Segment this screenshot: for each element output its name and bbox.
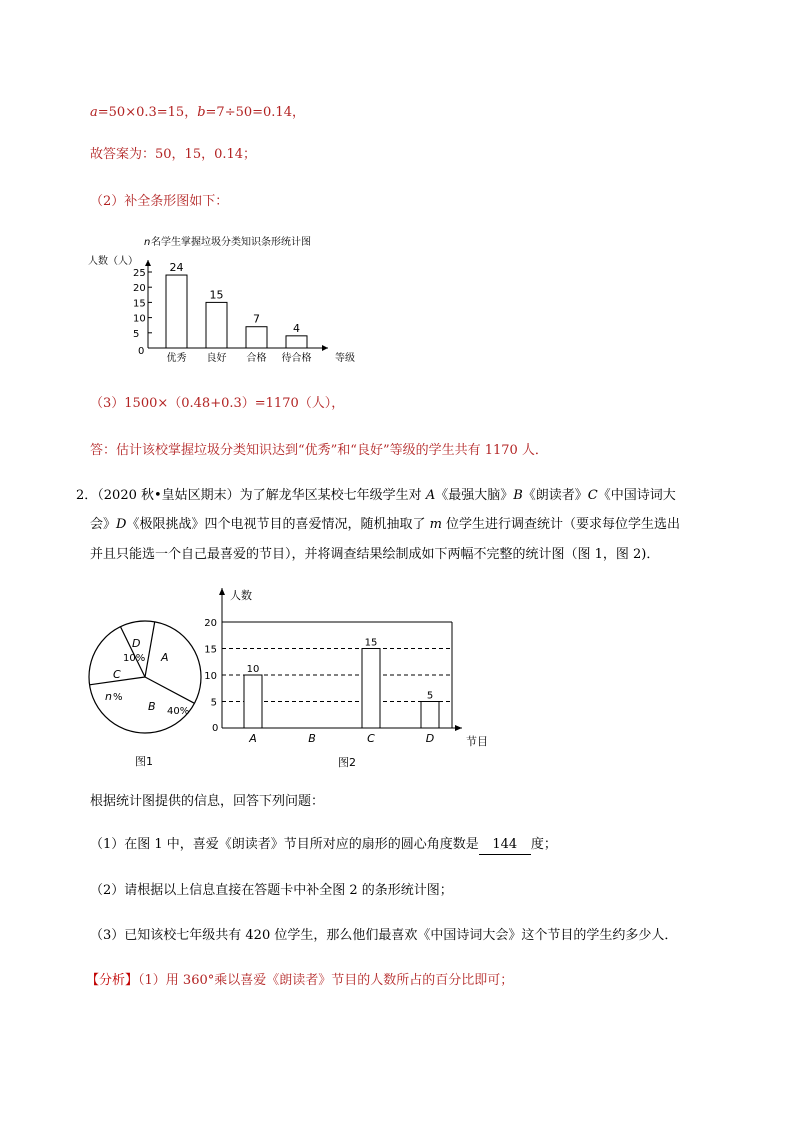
part3-line: （3）1500×（0.48+0.3）=1170（人）， (90, 396, 345, 411)
chart1-xlabel: 等级 (335, 353, 355, 364)
chart1-y-tick-label: 25 (133, 268, 146, 279)
chart2-value-label: 10 (246, 664, 260, 675)
chart1-category-label: 优秀 (166, 353, 187, 364)
chart1-category-label: 良好 (206, 353, 227, 364)
chart2-bar (244, 675, 262, 728)
chart1-bars (166, 261, 312, 364)
pie-pct-c-var: n (105, 690, 112, 703)
chart2-category-label: B (308, 732, 316, 745)
opt-c: C (587, 488, 598, 503)
b-expression: =7÷50=0.14， (205, 105, 305, 120)
pie-pct-d: 10% (123, 653, 146, 664)
chart1-bar (206, 302, 227, 348)
pie-pct-b: 40% (167, 706, 190, 717)
chart2-bars (244, 638, 439, 746)
q2-prompt: 根据统计图提供的信息，回答下列问题： (90, 794, 325, 809)
analysis-tag: 【分析】 (86, 973, 139, 988)
chart2-ylabel: 人数 (230, 589, 252, 602)
chart1-category-label: 待合格 (281, 353, 312, 364)
opt-a: A (425, 488, 436, 503)
var-a: a (90, 105, 98, 120)
chart1-y-arrow (145, 260, 151, 266)
q2-sub1-answer-blank: 144 (479, 836, 531, 855)
chart2-category-label: A (249, 732, 257, 745)
chart2-category-label: C (367, 732, 375, 745)
pie-label-a: A (161, 651, 169, 664)
q2-line2 (90, 516, 680, 534)
chart1-y-tick-label: 10 (133, 313, 146, 325)
part2-line: （2）补全条形图如下： (90, 194, 229, 209)
chart2-caption: 图2 (338, 756, 356, 769)
q2-text: 《朗读者》 (522, 488, 588, 503)
chart2-bar (421, 702, 439, 729)
pie-pct-c-sign: % (113, 692, 123, 703)
opt-d: D (116, 517, 127, 532)
q2-text: 位学生进行调查统计（要求每位学生选出 (441, 517, 681, 532)
pie-label-c: C (113, 668, 121, 681)
chart1-bar (246, 327, 267, 348)
q2-sub1 (90, 836, 557, 855)
a-expression: =50×0.3=15， (97, 105, 198, 120)
chart1-bar-chart (80, 230, 380, 378)
chart1-bar (286, 336, 307, 348)
chart2-bar-chart (200, 580, 500, 770)
chart2-xlabel: 节目 (466, 735, 488, 748)
chart2-value-label: 5 (426, 690, 434, 702)
chart2-y-tick-label: 10 (204, 671, 217, 682)
q2-text: 《最强大脑》 (435, 488, 514, 503)
pie-label-b: B (148, 700, 156, 713)
q2-sub2: （2）请根据以上信息直接在答题卡中补全图 2 的条形统计图； (90, 883, 453, 898)
chart1-value-label: 15 (209, 288, 224, 302)
chart2-y-tick-label: 5 (210, 697, 217, 709)
chart1-bar (166, 275, 187, 348)
chart1-value-label: 24 (169, 261, 184, 275)
chart1-y-tick-label: 20 (133, 283, 146, 295)
analysis-text: （1）用 360°乘以喜爱《朗读者》节目的人数所占的百分比即可； (138, 973, 514, 988)
chart1-y-tick-label: 5 (133, 328, 140, 340)
chart1-ylabel: 人数（人） (88, 256, 138, 267)
pie-label-d: D (132, 637, 141, 650)
chart2-x-arrow (455, 725, 462, 731)
q2-line3: 并且只能选一个自己最喜爱的节目），并将调查结果绘制成如下两幅不完整的统计图（图 1，图 2)． (90, 547, 660, 562)
conclusion-line: 答：估计该校掌握垃圾分类知识达到“优秀”和“良好”等级的学生共有 1170 人． (90, 443, 548, 458)
chart2-y-tick-label: 15 (204, 644, 217, 656)
chart2-y-arrow (219, 588, 225, 595)
chart1-origin: 0 (138, 346, 145, 357)
chart2-value-label: 15 (364, 637, 378, 649)
chart1-category-label: 合格 (246, 353, 267, 364)
q2-text: 会》 (90, 517, 117, 532)
chart2-category-label: D (425, 732, 435, 745)
analysis-line (86, 972, 513, 990)
q2-text: （2020 秋•皇姑区期末）为了解龙华区某校七年级学生对 (97, 488, 426, 503)
pie-caption: 图1 (135, 755, 153, 768)
chart1-value-label: 7 (253, 312, 260, 326)
var-m: m (429, 517, 442, 532)
opt-b: B (513, 488, 523, 503)
solution-line-a-b (90, 104, 305, 122)
pie-chart (85, 585, 215, 775)
q2-text: 《中国诗词大 (597, 488, 676, 503)
chart1-title-var: n (144, 237, 151, 248)
chart2-y-tick-label: 20 (204, 618, 217, 629)
chart1-value-label: 4 (293, 321, 300, 335)
answer-line: 故答案为：50，15，0.14； (90, 147, 257, 162)
chart2-origin: 0 (212, 723, 219, 734)
var-b: b (197, 105, 206, 120)
chart2-bar (362, 649, 380, 729)
chart1-title: 名学生掌握垃圾分类知识条形统计图 (151, 237, 311, 248)
q2-line1 (76, 487, 676, 505)
q2-sub3: （3）已知该校七年级共有 420 位学生，那么他们最喜欢《中国诗词大会》这个节目的学生约多少人． (90, 928, 678, 943)
chart1-y-tick-label: 15 (133, 298, 146, 310)
q2-sub1-text: 度； (530, 837, 557, 852)
q2-number: 2． (76, 488, 98, 503)
chart1-x-arrow (322, 345, 328, 351)
q2-sub1-text: （1）在图 1 中，喜爱《朗读者》节目所对应的扇形的圆心角度数是 (90, 837, 479, 852)
q2-text: 《极限挑战》四个电视节目的喜爱情况，随机抽取了 (126, 517, 430, 532)
